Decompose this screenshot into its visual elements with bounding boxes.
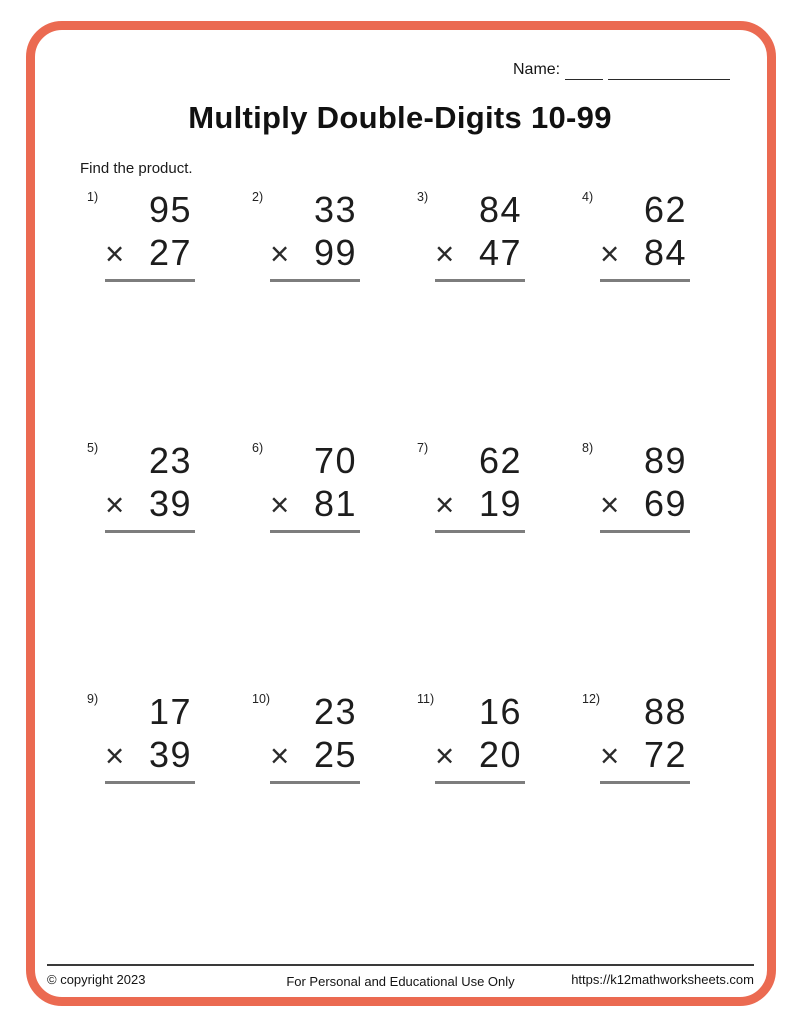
problem-number: 4)	[582, 190, 594, 204]
answer-line	[105, 530, 195, 533]
multiply-icon: ×	[600, 737, 620, 774]
page-title: Multiply Double-Digits 10-99	[188, 100, 612, 135]
multiplier-row	[270, 482, 360, 526]
problem-12	[580, 690, 690, 792]
multiplicand: 70	[313, 440, 357, 481]
multiplier: 99	[313, 232, 357, 273]
multiplier-row	[105, 482, 195, 526]
multiplier: 39	[148, 734, 192, 775]
multiplier: 19	[478, 483, 522, 524]
problem-number: 1)	[87, 190, 99, 204]
multiply-icon: ×	[435, 235, 455, 272]
answer-line	[105, 279, 195, 282]
multiplier: 27	[148, 232, 192, 273]
footer	[47, 964, 754, 987]
problem-number: 12)	[582, 692, 601, 706]
problem-1	[85, 188, 195, 290]
multiply-icon: ×	[270, 235, 290, 272]
multiplier: 84	[643, 232, 687, 273]
problem-number: 6)	[252, 441, 264, 455]
problem-work	[435, 188, 525, 282]
multiplier: 81	[313, 483, 357, 524]
problem-9	[85, 690, 195, 792]
footer-url: https://k12mathworksheets.com	[571, 972, 754, 987]
multiply-icon: ×	[435, 737, 455, 774]
multiplicand: 89	[643, 440, 687, 481]
problem-11	[415, 690, 525, 792]
answer-line	[105, 781, 195, 784]
problem-number: 9)	[87, 692, 99, 706]
multiplicand: 23	[148, 440, 192, 481]
multiplier: 39	[148, 483, 192, 524]
multiplier: 25	[313, 734, 357, 775]
multiplier-row	[600, 733, 690, 777]
answer-line	[270, 781, 360, 784]
answer-line	[270, 530, 360, 533]
answer-line	[600, 530, 690, 533]
multiplicand: 62	[478, 440, 522, 481]
name-blank-line	[565, 60, 603, 80]
problem-6	[250, 439, 360, 541]
problem-work	[105, 690, 195, 784]
multiply-icon: ×	[105, 486, 125, 523]
problem-number: 11)	[417, 692, 435, 706]
multiplier-row	[435, 482, 525, 526]
answer-line	[270, 279, 360, 282]
multiplicand: 95	[148, 189, 192, 230]
problem-8	[580, 439, 690, 541]
multiplicand: 23	[313, 691, 357, 732]
multiplier-row	[435, 733, 525, 777]
problem-work	[600, 690, 690, 784]
multiply-icon: ×	[600, 486, 620, 523]
problem-number: 3)	[417, 190, 429, 204]
name-blank-line	[608, 60, 730, 80]
multiplicand: 88	[643, 691, 687, 732]
multiplier-row	[270, 733, 360, 777]
multiplicand: 84	[478, 189, 522, 230]
multiplicand: 17	[148, 691, 192, 732]
multiplicand: 16	[478, 691, 522, 732]
multiplier: 72	[643, 734, 687, 775]
multiplier: 47	[478, 232, 522, 273]
problem-work	[105, 188, 195, 282]
answer-line	[435, 279, 525, 282]
name-field	[513, 60, 730, 80]
problem-7	[415, 439, 525, 541]
problem-number: 8)	[582, 441, 594, 455]
multiplier-row	[600, 231, 690, 275]
name-label: Name:	[513, 61, 561, 78]
problem-2	[250, 188, 360, 290]
problem-work	[600, 188, 690, 282]
multiplier-row	[105, 733, 195, 777]
problem-work	[435, 690, 525, 784]
multiply-icon: ×	[600, 235, 620, 272]
multiply-icon: ×	[270, 737, 290, 774]
problem-work	[270, 690, 360, 784]
problem-work	[105, 439, 195, 533]
instruction-text: Find the product.	[80, 160, 193, 177]
multiplier: 20	[478, 734, 522, 775]
problem-number: 2)	[252, 190, 264, 204]
problem-work	[270, 188, 360, 282]
problem-10	[250, 690, 360, 792]
multiply-icon: ×	[270, 486, 290, 523]
multiplicand: 62	[643, 189, 687, 230]
problem-work	[600, 439, 690, 533]
multiplier-row	[600, 482, 690, 526]
answer-line	[435, 781, 525, 784]
multiply-icon: ×	[105, 737, 125, 774]
problem-number: 10)	[252, 692, 271, 706]
problem-number: 7)	[417, 441, 429, 455]
problems-grid	[85, 188, 690, 792]
multiplicand: 33	[313, 189, 357, 230]
problem-3	[415, 188, 525, 290]
answer-line	[600, 781, 690, 784]
multiplier-row	[270, 231, 360, 275]
footer-usage: For Personal and Educational Use Only	[286, 974, 515, 989]
multiply-icon: ×	[105, 235, 125, 272]
footer-copyright: © copyright 2023	[47, 972, 146, 987]
multiplier-row	[105, 231, 195, 275]
multiply-icon: ×	[435, 486, 455, 523]
multiplier-row	[435, 231, 525, 275]
problem-work	[435, 439, 525, 533]
problem-4	[580, 188, 690, 290]
problem-work	[270, 439, 360, 533]
problem-number: 5)	[87, 441, 99, 455]
answer-line	[435, 530, 525, 533]
answer-line	[600, 279, 690, 282]
problem-5	[85, 439, 195, 541]
multiplier: 69	[643, 483, 687, 524]
